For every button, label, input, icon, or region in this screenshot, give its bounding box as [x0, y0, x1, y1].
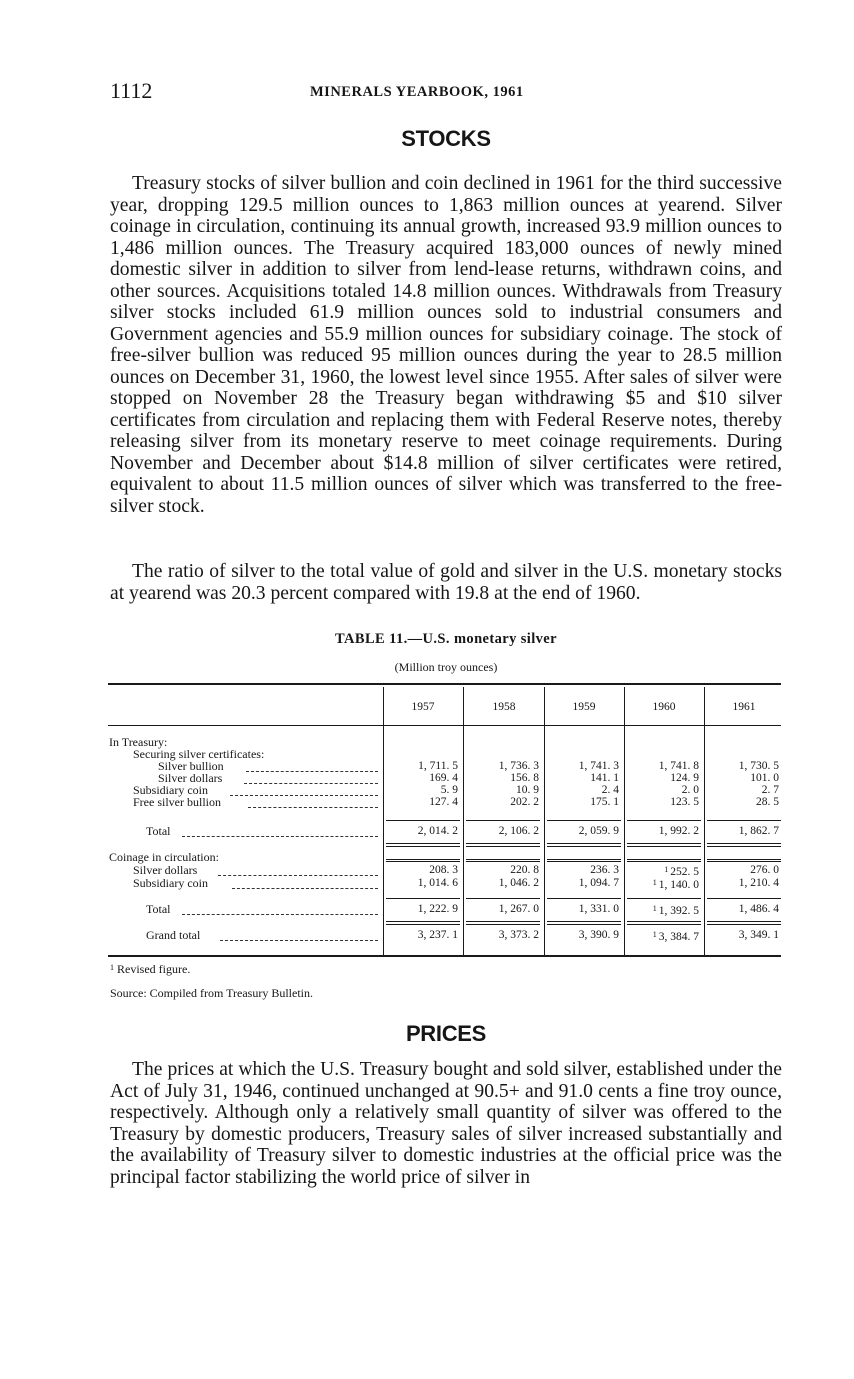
total-rule — [707, 843, 781, 844]
footnote-marker: 1 — [110, 963, 114, 972]
total-rule — [547, 861, 621, 862]
total-rule — [707, 921, 781, 922]
footnote-text: Revised figure. — [117, 962, 191, 976]
total-rule — [547, 898, 621, 899]
row-label-free-silver-bullion: Free silver bullion — [133, 795, 221, 809]
running-head — [110, 78, 782, 108]
total-rule — [466, 846, 540, 847]
total-rule — [627, 898, 701, 899]
table-cell-silver-dollars-t-1960: 124. 9 — [670, 772, 699, 784]
monetary-silver-table — [108, 683, 781, 959]
total-rule — [466, 820, 540, 821]
row-label-grand-total: Grand total — [146, 928, 201, 942]
total-rule — [547, 859, 621, 860]
leader-dots — [218, 874, 378, 876]
total-rule — [386, 820, 460, 821]
column-divider — [624, 687, 625, 955]
page-number: 1112 — [110, 78, 153, 103]
total-rule — [627, 843, 701, 844]
table-cell-silver-dollars-c-1958: 220. 8 — [510, 864, 539, 876]
total-rule — [547, 843, 621, 844]
row-label-securing: Securing silver certificates: — [133, 747, 265, 761]
total-rule — [547, 921, 621, 922]
row-label-subsidiary-coin: Subsidiary coin — [133, 783, 208, 797]
table-cell-subsidiary-coin-c-1960: $^1$ 1, 140. 0 — [652, 878, 699, 891]
total-rule — [627, 820, 701, 821]
leader-dots — [230, 794, 378, 796]
table-cell-silver-dollars-c-1961: 276. 0 — [750, 864, 779, 876]
table-title: TABLE 11.—U.S. monetary silver — [335, 631, 557, 647]
table-cell-grand-total-1961: 3, 349. 1 — [738, 929, 779, 941]
table-cell-free-silver-1959: 175. 1 — [590, 796, 619, 808]
total-rule — [627, 924, 701, 925]
table-cell-subsidiary-coin-c-1961: 1, 210. 4 — [738, 877, 779, 889]
table-cell-subsidiary-coin-t-1958: 10. 9 — [516, 784, 539, 796]
column-divider — [463, 687, 464, 955]
table-cell-subsidiary-coin-t-1957: 5. 9 — [440, 784, 458, 796]
column-divider — [704, 687, 705, 955]
table-cell-total-c-1961: 1, 486. 4 — [738, 903, 779, 915]
table-footnote — [110, 962, 190, 977]
running-title: MINERALS YEARBOOK, 1961 — [310, 84, 524, 100]
table-cell-grand-total-1957: 3, 237. 1 — [417, 929, 458, 941]
total-rule — [547, 846, 621, 847]
table-cell-silver-bullion-1960: 1, 741. 8 — [658, 760, 699, 772]
table-cell-silver-bullion-1958: 1, 736. 3 — [498, 760, 539, 772]
stocks-paragraph-1: Treasury stocks of silver bullion and coin declined in 1961 for the third successive year, dropping 129.5 million ounces to 1,863 million ounces at yearend. Silver coinage in circulation, continuing its annual growth, increased 93.9 million ounces to 1,486 million ounces. The Treasury acquired 183,000 ounces of newly mined domestic silver in addition to silver from lend-lease returns, withdrawn coins, and other sources. Acquisitions totaled 14.8 million ounces. Withdrawals from Treasury silver stocks included 61.9 million ounces sold to industrial consumers and Government agencies and 55.9 million ounces for subsidiary coinage. The stock of free-silver bullion was reduced 95 million ounces during the year to 28.5 million ounces on December 31, 1960, the lowest level since 1955. After sales of silver were stopped on November 28 the Treasury began withdrawing $5 and $10 silver certificates from circulation and replacing them with Federal Reserve notes, thereby releasing silver from its monetary reserve to meet coinage requirements. During November and December about $14.8 million of silver certificates were retired, equivalent to about 11.5 million ounces of silver which was transferred to the free-silver stock. — [110, 173, 782, 517]
row-label-total: Total — [146, 902, 171, 916]
total-rule — [386, 861, 460, 862]
row-label-silver-dollars: Silver dollars — [158, 771, 223, 785]
leader-dots — [220, 939, 378, 941]
row-label-coinage-in-circulation: Coinage in circulation: — [109, 850, 219, 864]
total-rule — [386, 846, 460, 847]
year-header-1960: 1960 — [652, 701, 676, 713]
table-cell-silver-dollars-c-1957: 208. 3 — [429, 864, 458, 876]
total-rule — [386, 843, 460, 844]
table-cell-total-t-1958: 2, 106. 2 — [498, 825, 539, 837]
table-cell-subsidiary-coin-t-1960: 2. 0 — [681, 784, 699, 796]
table-cell-silver-dollars-t-1958: 156. 8 — [510, 772, 539, 784]
table-source: Source: Compiled from Treasury Bulletin. — [110, 986, 313, 1000]
table-cell-subsidiary-coin-c-1959: 1, 094. 7 — [578, 877, 619, 889]
table-cell-total-c-1957: 1, 222. 9 — [417, 903, 458, 915]
table-cell-silver-bullion-1961: 1, 730. 5 — [738, 760, 779, 772]
total-rule — [386, 924, 460, 925]
total-rule — [547, 924, 621, 925]
table-cell-silver-dollars-t-1961: 101. 0 — [750, 772, 779, 784]
total-rule — [707, 861, 781, 862]
year-header-1957: 1957 — [411, 701, 435, 713]
table-cell-free-silver-1958: 202. 2 — [510, 796, 539, 808]
table-cell-grand-total-1960: $^1$ 3, 384. 7 — [652, 930, 699, 943]
table-cell-subsidiary-coin-c-1957: 1, 014. 6 — [417, 877, 458, 889]
table-cell-subsidiary-coin-t-1961: 2. 7 — [761, 784, 779, 796]
total-rule — [547, 820, 621, 821]
leader-dots — [182, 913, 378, 915]
row-label-silver-bullion: Silver bullion — [158, 759, 224, 773]
table-cell-total-t-1960: 1, 992. 2 — [658, 825, 699, 837]
section-heading-prices: PRICES — [405, 1021, 487, 1046]
table-cell-free-silver-1960: 123. 5 — [670, 796, 699, 808]
table-cell-grand-total-1959: 3, 390. 9 — [578, 929, 619, 941]
total-rule — [466, 898, 540, 899]
total-rule — [707, 859, 781, 860]
total-rule — [466, 924, 540, 925]
column-divider — [383, 687, 384, 955]
table-cell-subsidiary-coin-c-1958: 1, 046. 2 — [498, 877, 539, 889]
total-rule — [707, 924, 781, 925]
table-cell-total-t-1959: 2, 059. 9 — [578, 825, 619, 837]
table-cell-grand-total-1958: 3, 373. 2 — [498, 929, 539, 941]
table-cell-free-silver-1957: 127. 4 — [429, 796, 458, 808]
total-rule — [466, 921, 540, 922]
row-label-silver-dollars: Silver dollars — [133, 863, 198, 877]
total-rule — [627, 921, 701, 922]
table-cell-silver-bullion-1959: 1, 741. 3 — [578, 760, 619, 772]
leader-dots — [182, 835, 378, 837]
total-rule — [627, 846, 701, 847]
total-rule — [386, 859, 460, 860]
total-rule — [466, 861, 540, 862]
table-cell-total-t-1957: 2, 014. 2 — [417, 825, 458, 837]
table-cell-total-c-1960: $^1$ 1, 392. 5 — [652, 904, 699, 917]
total-rule — [386, 898, 460, 899]
table-cell-silver-dollars-c-1959: 236. 3 — [590, 864, 619, 876]
total-rule — [707, 898, 781, 899]
table-cell-silver-bullion-1957: 1, 711. 5 — [418, 760, 458, 772]
table-subtitle: (Million troy ounces) — [394, 660, 498, 674]
table-cell-free-silver-1961: 28. 5 — [756, 796, 779, 808]
table-bottom-rule — [108, 955, 781, 957]
prices-paragraph-1: The prices at which the U.S. Treasury bought and sold silver, established under the Act of July 31, 1946, continued unchanged at 90.5+ and 91.0 cents a fine troy ounce, respectively. Although only a relatively small quantity of silver was offered to the Treasury by domestic producers, Treasury sales of silver increased substantially and the availability of Treasury silver to domestic industries at the official price was the principal factor stabilizing the world price of silver in — [110, 1059, 782, 1188]
leader-dots — [246, 770, 378, 772]
table-cell-subsidiary-coin-t-1959: 2. 4 — [601, 784, 619, 796]
table-top-rule — [108, 683, 781, 685]
year-header-1959: 1959 — [572, 701, 596, 713]
total-rule — [386, 921, 460, 922]
year-header-1961: 1961 — [732, 701, 756, 713]
year-header-1958: 1958 — [492, 701, 516, 713]
row-label-in-treasury: In Treasury: — [109, 735, 168, 749]
table-cell-total-c-1958: 1, 267. 0 — [498, 903, 539, 915]
leader-dots — [232, 887, 378, 889]
table-header-rule — [108, 725, 781, 726]
total-rule — [466, 843, 540, 844]
leader-dots — [248, 806, 378, 808]
table-cell-total-c-1959: 1, 331. 0 — [578, 903, 619, 915]
total-rule — [627, 861, 701, 862]
total-rule — [707, 846, 781, 847]
row-label-subsidiary-coin: Subsidiary coin — [133, 876, 208, 890]
table-cell-total-t-1961: 1, 862. 7 — [738, 825, 779, 837]
section-heading-stocks: STOCKS — [401, 126, 491, 151]
table-cell-silver-dollars-t-1957: 169. 4 — [429, 772, 458, 784]
total-rule — [707, 820, 781, 821]
stocks-paragraph-2: The ratio of silver to the total value of gold and silver in the U.S. monetary stocks at yearend was 20.3 percent compared with 19.8 at the end of 1960. — [110, 561, 782, 604]
table-cell-silver-dollars-c-1960: $^1$ 252. 5 — [664, 865, 699, 878]
column-divider — [544, 687, 545, 955]
total-rule — [627, 859, 701, 860]
row-label-total: Total — [146, 824, 171, 838]
total-rule — [466, 859, 540, 860]
table-cell-silver-dollars-t-1959: 141. 1 — [590, 772, 619, 784]
leader-dots — [244, 782, 378, 784]
